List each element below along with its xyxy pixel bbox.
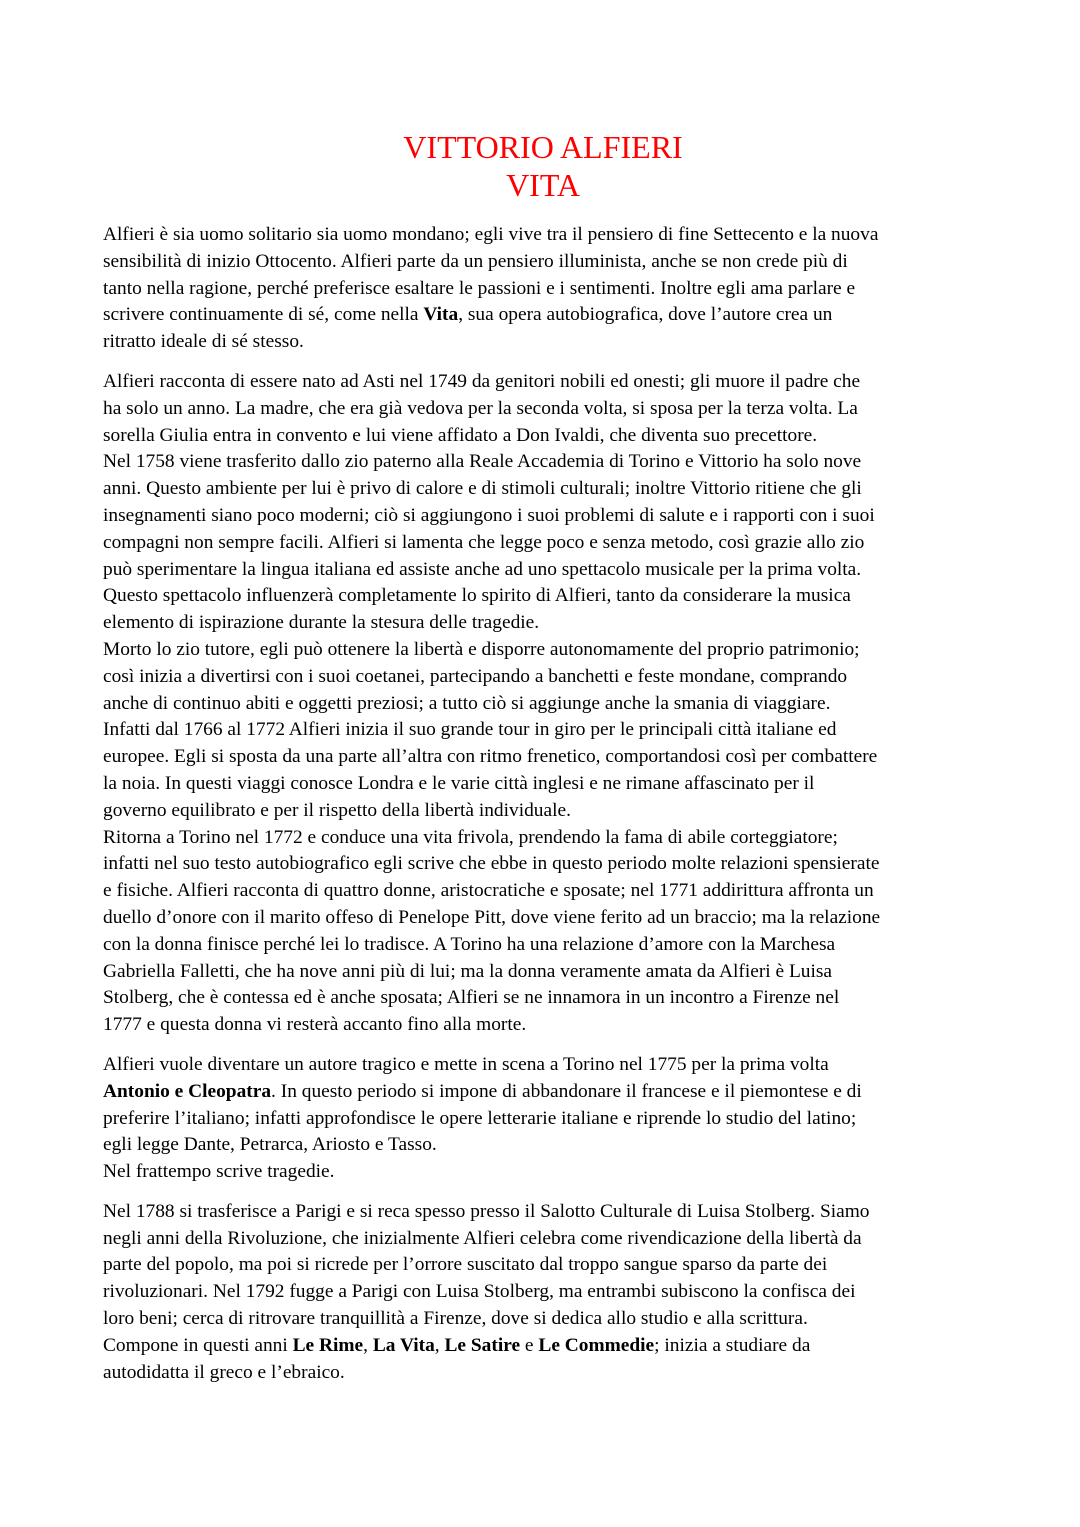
text-line: [103, 959, 983, 986]
text-line: [103, 1333, 983, 1360]
text-line: [103, 423, 983, 450]
text-segment: ,: [434, 1334, 445, 1356]
text-segment: Alfieri vuole diventare un autore tragico e mette in scena a Torino nel 1775 per la prima volta: [103, 1053, 829, 1075]
text-line: [103, 302, 983, 329]
text-segment: Questo spettacolo influenzerà completamente lo spirito di Alfieri, tanto da considerare la musica: [103, 585, 851, 607]
text-segment: può sperimentare la lingua italiana ed assiste anche ad uno spettacolo musicale per la prima volta.: [103, 558, 862, 580]
text-line: [103, 583, 983, 610]
text-line: [103, 1012, 983, 1039]
text-line: [103, 1199, 983, 1226]
text-line: [103, 1279, 983, 1306]
title-line-1: VITTORIO ALFIERI: [403, 129, 683, 165]
text-segment: Morto lo zio tutore, egli può ottenere la libertà e disporre autonomamente del proprio patrimonio;: [103, 638, 860, 660]
text-segment: Alfieri racconta di essere nato ad Asti nel 1749 da genitori nobili ed onesti; gli muore il padre che: [103, 370, 861, 392]
text-segment: infatti nel suo testo autobiografico egli scrive che ebbe in questo periodo molte relazioni spensierate: [103, 853, 880, 875]
text-segment: . In questo periodo si impone di abbandonare il francese e il piemontese e di: [271, 1080, 862, 1102]
text-line: [103, 985, 983, 1012]
text-line: [103, 637, 983, 664]
text-segment: rivoluzionari. Nel 1792 fugge a Parigi con Luisa Stolberg, ma entrambi subiscono la confisca dei: [103, 1281, 856, 1303]
text-segment: governo equilibrato e per il rispetto della libertà individuale.: [103, 799, 571, 821]
text-segment: ritratto ideale di sé stesso.: [103, 331, 304, 353]
text-line: [103, 825, 983, 852]
text-segment: Stolberg, che è contessa ed è anche sposata; Alfieri se ne innamora in un incontro a Firenze nel: [103, 987, 840, 1009]
text-line: [103, 1132, 983, 1159]
text-segment: parte del popolo, ma poi si ricrede per l’orrore suscitato dal troppo sangue sparso da parte dei: [103, 1254, 828, 1276]
text-line: [103, 1052, 983, 1079]
text-line: [103, 222, 983, 249]
text-line: [103, 932, 983, 959]
text-line: [103, 1360, 983, 1387]
text-segment: compagni non sempre facili. Alfieri si lamenta che legge poco e senza metodo, così grazie allo zio: [103, 531, 865, 553]
bold-title-text: La Vita: [372, 1334, 435, 1356]
text-segment: , sua opera autobiografica, dove l’autore crea un: [458, 304, 833, 326]
bold-title-text: Le Rime: [292, 1334, 364, 1356]
document-body: [103, 222, 983, 1386]
text-segment: così inizia a divertirsi con i suoi coetanei, partecipando a banchetti e feste mondane, comprando: [103, 665, 848, 687]
text-segment: la noia. In questi viaggi conosce Londra e le varie città inglesi e ne rimane affascinato per il: [103, 772, 815, 794]
text-segment: Ritorna a Torino nel 1772 e conduce una vita frivola, prendendo la fama di abile corteggiatore;: [103, 826, 838, 848]
text-segment: e: [520, 1334, 539, 1356]
text-segment: scrivere continuamente di sé, come nella: [103, 304, 424, 326]
text-line: [103, 851, 983, 878]
text-segment: Compone in questi anni: [103, 1334, 293, 1356]
text-segment: loro beni; cerca di ritrovare tranquillità a Firenze, dove si dedica allo studio e alla scrittura.: [103, 1308, 808, 1330]
document-page: [103, 128, 983, 1399]
text-segment: europee. Egli si sposta da una parte all’altra con ritmo frenetico, comportandosi così per combattere: [103, 746, 878, 768]
text-line: [103, 557, 983, 584]
text-segment: sorella Giulia entra in convento e lui viene affidato a Don Ivaldi, che diventa suo precettore.: [103, 424, 818, 446]
text-line: [103, 396, 983, 423]
text-line: [103, 1226, 983, 1253]
text-segment: 1777 e questa donna vi resterà accanto fino alla morte.: [103, 1014, 527, 1036]
text-line: [103, 905, 983, 932]
text-line: [103, 1106, 983, 1133]
bold-title-text: Le Commedie: [538, 1334, 655, 1356]
text-segment: tanto nella ragione, perché preferisce esaltare le passioni e i sentimenti. Inoltre egli ama parlare e: [103, 277, 856, 299]
text-segment: Nel 1758 viene trasferito dallo zio paterno alla Reale Accademia di Torino e Vittorio ha solo nove: [103, 451, 862, 473]
page-title: [103, 128, 983, 204]
text-line: [103, 369, 983, 396]
text-line: [103, 744, 983, 771]
bold-title-text: Antonio e Cleopatra: [103, 1080, 272, 1102]
text-segment: duello d’onore con il marito offeso di Penelope Pitt, dove viene ferito ad un braccio; ma la relazione: [103, 906, 881, 928]
text-segment: anche di continuo abiti e oggetti preziosi; a tutto ciò si aggiunge anche la smania di viaggiare.: [103, 692, 831, 714]
text-segment: egli legge Dante, Petrarca, Ariosto e Tasso.: [103, 1134, 437, 1156]
paragraph: [103, 1052, 983, 1186]
text-line: [103, 249, 983, 276]
text-segment: Nel 1788 si trasferisce a Parigi e si reca spesso presso il Salotto Culturale di Luisa Stolberg. Siamo: [103, 1200, 870, 1222]
text-segment: anni. Questo ambiente per lui è privo di calore e di stimoli culturali; inoltre Vittorio ritiene che gli: [103, 478, 862, 500]
bold-title-text: Le Satire: [444, 1334, 521, 1356]
text-segment: e fisiche. Alfieri racconta di quattro donne, aristocratiche e sposate; nel 1771 addirittura affronta un: [103, 880, 874, 902]
text-segment: autodidatta il greco e l’ebraico.: [103, 1361, 345, 1383]
text-segment: preferire l’italiano; infatti approfondisce le opere letterarie italiane e riprende lo studio del latino;: [103, 1107, 857, 1129]
text-line: [103, 664, 983, 691]
text-line: [103, 1306, 983, 1333]
text-segment: Gabriella Falletti, che ha nove anni più di lui; ma la donna veramente amata da Alfieri è Luisa: [103, 960, 833, 982]
text-segment: ,: [363, 1334, 373, 1356]
text-segment: Infatti dal 1766 al 1772 Alfieri inizia il suo grande tour in giro per le principali città italiane ed: [103, 719, 837, 741]
text-segment: Nel frattempo scrive tragedie.: [103, 1161, 335, 1183]
paragraph: [103, 369, 983, 1039]
text-line: [103, 691, 983, 718]
text-line: [103, 1252, 983, 1279]
text-line: [103, 610, 983, 637]
text-segment: insegnamenti siano poco moderni; ciò si aggiungono i suoi problemi di salute e i rapporti con i suoi: [103, 504, 875, 526]
text-segment: elemento di ispirazione durante la stesura delle tragedie.: [103, 612, 540, 634]
text-line: [103, 1159, 983, 1186]
text-line: [103, 1079, 983, 1106]
text-line: [103, 717, 983, 744]
bold-title-text: Vita: [423, 304, 459, 326]
text-line: [103, 530, 983, 557]
text-line: [103, 771, 983, 798]
text-segment: ; inizia a studiare da: [654, 1334, 811, 1356]
title-line-2: VITA: [506, 167, 580, 203]
text-line: [103, 449, 983, 476]
text-line: [103, 798, 983, 825]
text-segment: sensibilità di inizio Ottocento. Alfieri parte da un pensiero illuminista, anche se non crede più di: [103, 250, 848, 272]
text-line: [103, 329, 983, 356]
text-segment: negli anni della Rivoluzione, che inizialmente Alfieri celebra come rivendicazione della libertà da: [103, 1227, 862, 1249]
text-line: [103, 276, 983, 303]
text-line: [103, 878, 983, 905]
text-line: [103, 476, 983, 503]
paragraph: [103, 1199, 983, 1387]
text-segment: con la donna finisce perché lei lo tradisce. A Torino ha una relazione d’amore con la Marchesa: [103, 933, 836, 955]
paragraph: [103, 222, 983, 356]
text-segment: ha solo un anno. La madre, che era già vedova per la seconda volta, si sposa per la terza volta. La: [103, 397, 858, 419]
text-line: [103, 503, 983, 530]
text-segment: Alfieri è sia uomo solitario sia uomo mondano; egli vive tra il pensiero di fine Settecento e la nuova: [103, 224, 879, 245]
